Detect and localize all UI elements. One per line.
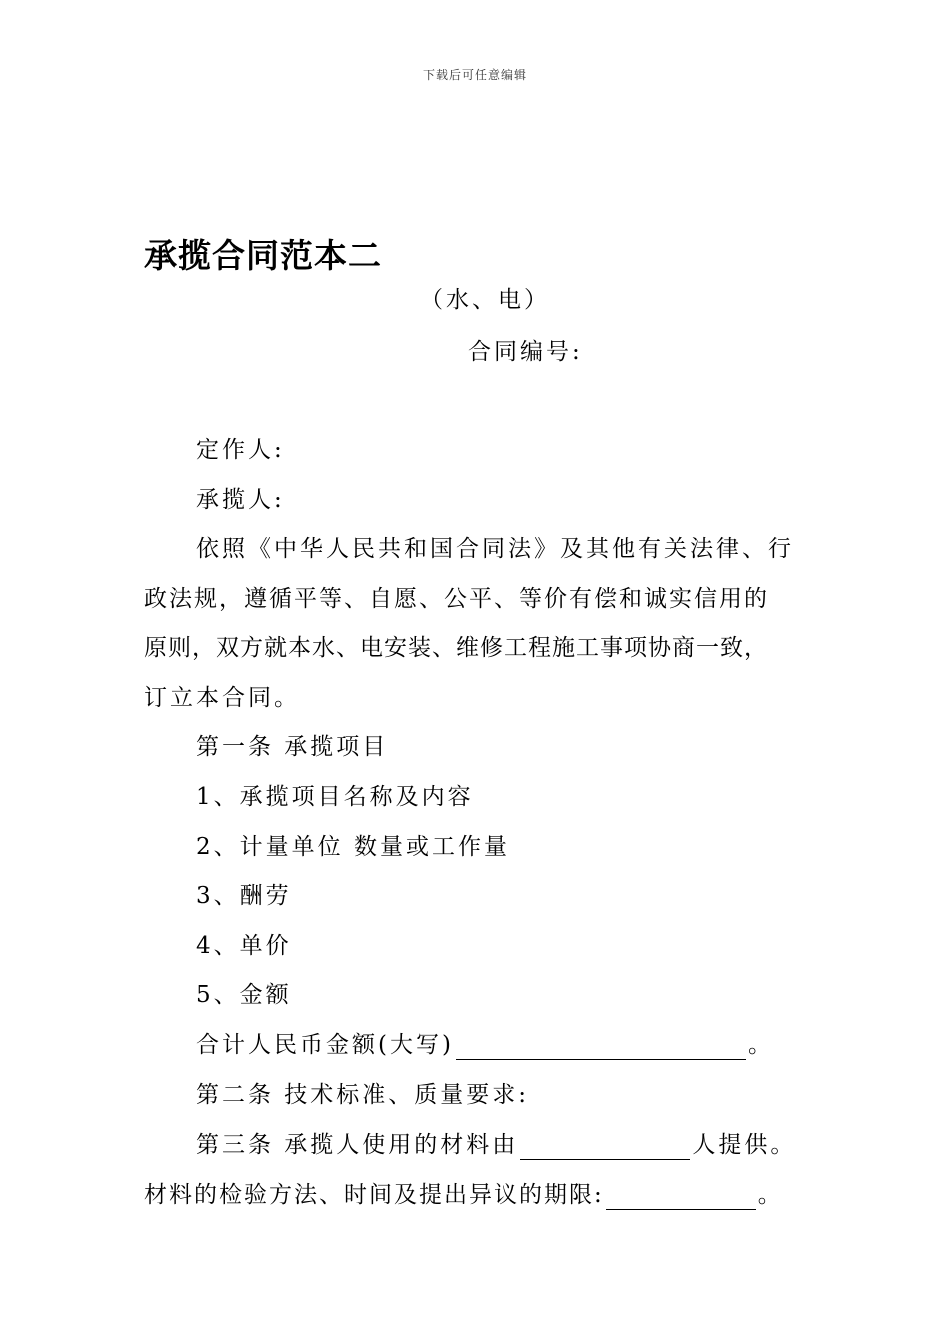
article1-item-4: 4、单价 — [196, 933, 292, 959]
article1-item-1: 1、承揽项目名称及内容 — [196, 784, 474, 810]
article1-item-5: 5、金额 — [196, 982, 292, 1008]
material-provider-blank[interactable] — [520, 1135, 690, 1160]
header-note: 下载后可任意编辑 — [422, 68, 527, 82]
intro-line-2: 政法规，遵循平等、自愿、公平、等价有偿和诚实信用的 — [144, 586, 769, 612]
intro-line-4: 订立本合同。 — [144, 685, 300, 711]
article1-item-3: 3、酬劳 — [196, 883, 292, 909]
intro-line-1: 依照《中华人民共和国合同法》及其他有关法律、行 — [196, 536, 794, 562]
total-amount-label: 合计人民币金额(大写) — [196, 1032, 454, 1058]
document-subtitle: （水、电） — [420, 287, 550, 313]
party-contractor-label: 承揽人: — [196, 487, 285, 513]
total-amount-end: 。 — [747, 1032, 774, 1058]
article3-line-1 — [196, 1130, 796, 1160]
article3-line2-post: 。 — [757, 1182, 783, 1208]
intro-line-3: 原则，双方就本水、电安装、维修工程施工事项协商一致， — [144, 635, 768, 661]
article3-line2-pre: 材料的检验方法、时间及提出异议的期限: — [144, 1182, 604, 1208]
objection-period-blank[interactable] — [606, 1185, 756, 1210]
party-client-label: 定作人: — [196, 437, 285, 463]
article3-line1-post: 人提供。 — [692, 1132, 797, 1158]
total-amount-blank[interactable] — [456, 1035, 746, 1060]
article1-item-2: 2、计量单位 数量或工作量 — [196, 834, 510, 860]
article3-line-2 — [144, 1180, 783, 1210]
article3-line1-pre: 第三条 承揽人使用的材料由 — [196, 1132, 519, 1158]
total-amount-line — [196, 1030, 774, 1060]
document-title: 承揽合同范本二 — [144, 236, 382, 275]
article1-heading: 第一条 承揽项目 — [196, 734, 389, 760]
article2-heading: 第二条 技术标准、质量要求: — [196, 1082, 530, 1108]
contract-number-label: 合同编号: — [468, 339, 583, 365]
